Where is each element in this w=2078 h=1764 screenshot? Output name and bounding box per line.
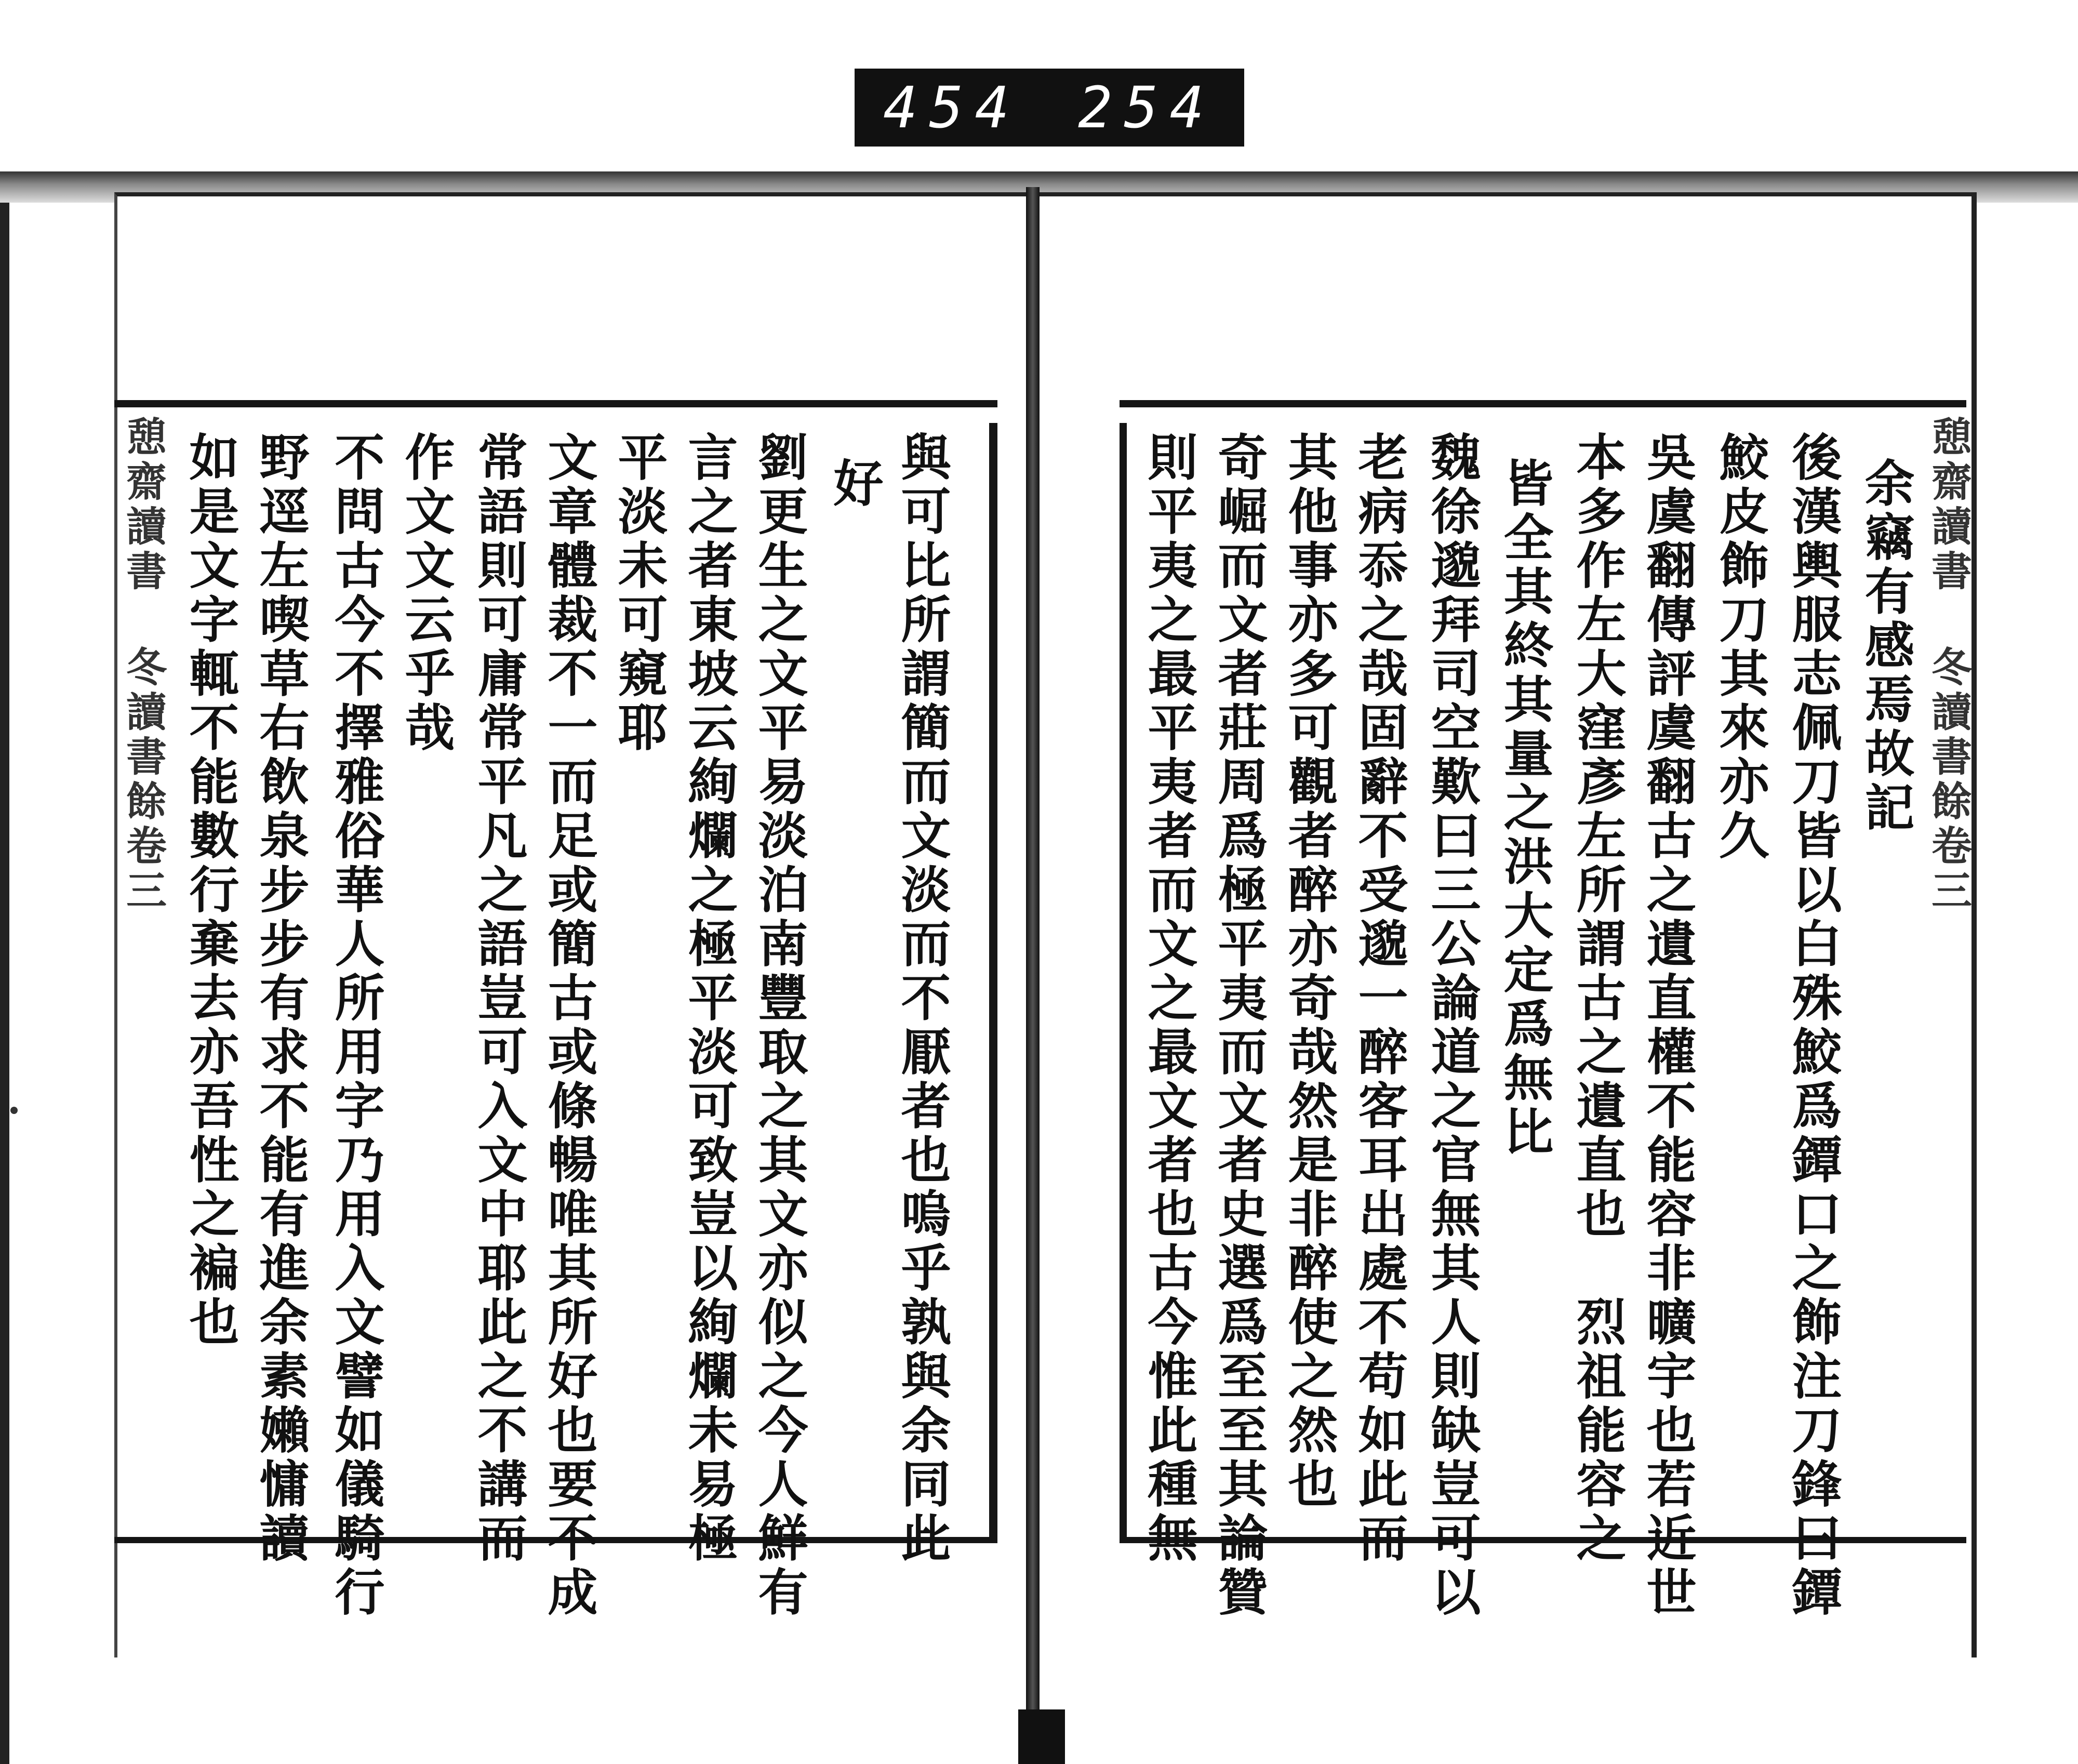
left-text-column: 野逕左喫草右飲泉步步有求不能有進余素嬾慵讀 bbox=[251, 431, 310, 1566]
book-gutter bbox=[1026, 187, 1040, 1764]
left-margin-title: 憩齋讀書 冬讀書餘卷三 bbox=[119, 416, 167, 914]
right-text-column: 魏徐邈拜司空歎曰三公論道之官無其人則缺豈可以 bbox=[1423, 431, 1482, 1620]
left-text-column: 與可比所謂簡而文淡而不厭者也嗚乎孰與余同此 bbox=[893, 431, 952, 1566]
right-text-column: 余竊有感焉故記 bbox=[1857, 457, 1915, 835]
left-text-column: 好 bbox=[825, 457, 884, 511]
right-frame-left-rule bbox=[1120, 423, 1127, 1537]
left-text-column: 劉更生之文平易淡泊南豐取之其文亦似之今人鮮有 bbox=[750, 431, 809, 1620]
left-text-column: 言之者東坡云絢爛之極平淡可致豈以絢爛未易極 bbox=[680, 431, 739, 1566]
left-text-column: 不問古今不擇雅俗華人所用字乃用入文譬如儀騎行 bbox=[327, 431, 385, 1620]
left-text-column: 如是文字輒不能數行棄去亦吾性之褊也 bbox=[181, 431, 240, 1350]
right-text-column: 鮫皮飾刀其來亦久 bbox=[1711, 431, 1770, 864]
frame-number-left: 454 bbox=[883, 74, 1021, 141]
right-margin-title: 憩齋讀書 冬讀書餘卷三 bbox=[1925, 416, 1972, 914]
left-text-column: 平淡未可窺耶 bbox=[610, 431, 669, 755]
right-text-column: 其他事亦多可觀者醉亦奇哉然是非醉使之然也 bbox=[1280, 431, 1339, 1512]
right-text-column: 本多作左大窪彥左所謂古之遺直也 烈祖能容之 bbox=[1568, 431, 1627, 1566]
left-frame-right-rule bbox=[989, 423, 997, 1537]
microfilm-frame-label bbox=[855, 69, 1244, 147]
left-film-edge bbox=[0, 203, 9, 1764]
right-text-column: 則平夷之最平夷者而文之最文者也古今惟此種無 bbox=[1140, 431, 1198, 1566]
right-text-column: 後漢輿服志佩刀皆以白殊鮫爲鐔口之飾注刀鋒曰鐔 bbox=[1784, 431, 1843, 1620]
speck-mark bbox=[10, 1107, 18, 1114]
left-text-column: 作文文云乎哉 bbox=[397, 431, 456, 755]
right-text-column: 老病忝之哉固辭不受邈一醉客耳出處不苟如此而 bbox=[1350, 431, 1409, 1566]
gutter-shadow bbox=[1018, 1709, 1065, 1764]
right-text-column: 皆全其終其量之洪大定爲無比 bbox=[1496, 457, 1554, 1160]
frame-number-right: 254 bbox=[1078, 74, 1216, 141]
right-text-column: 奇崛而文者莊周爲極平夷而文者史選爲至至其論贊 bbox=[1210, 431, 1269, 1620]
right-text-column: 吳虞翻傳評虞翻古之遺直權不能容非曠宇也若近世 bbox=[1639, 431, 1697, 1620]
left-text-column: 文章體裁不一而足或簡古或條暢唯其所好也要不成 bbox=[540, 431, 598, 1620]
left-text-column: 常語則可庸常平凡之語豈可入文中耶此之不講而 bbox=[470, 431, 528, 1566]
